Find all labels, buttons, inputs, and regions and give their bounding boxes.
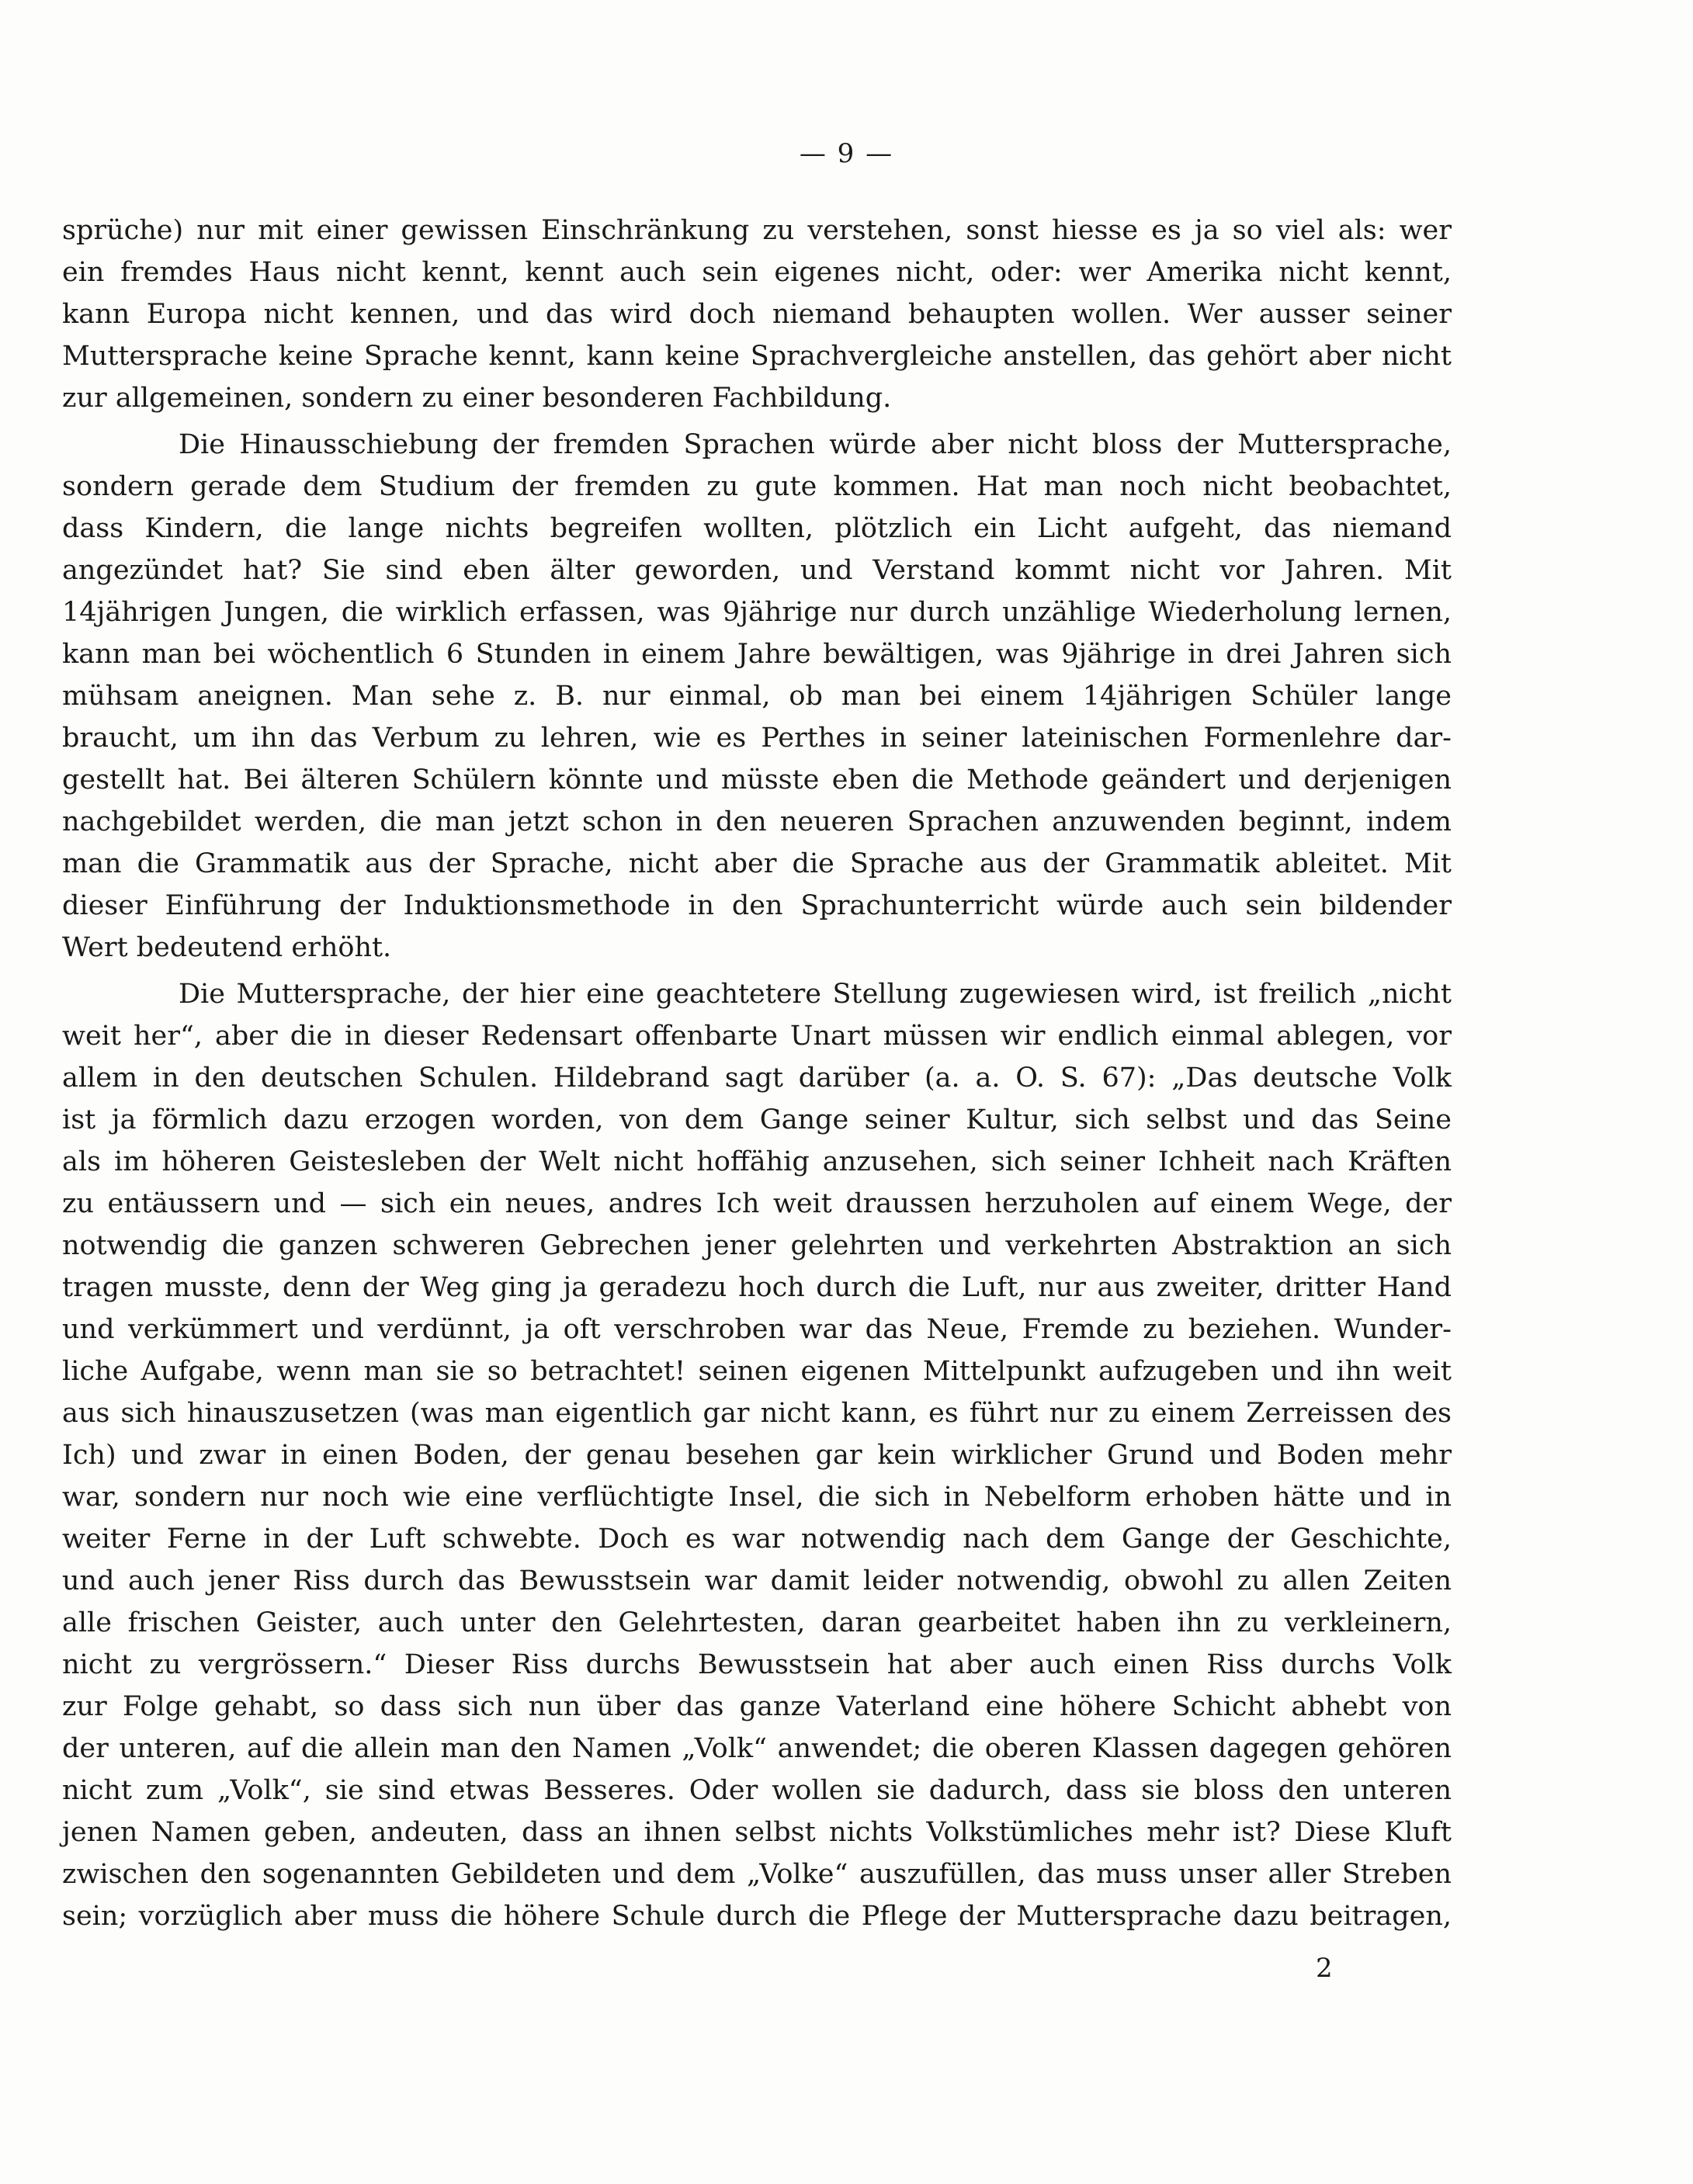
page-header-number: — 9 —	[799, 138, 894, 169]
text-line: Die Muttersprache, der hier eine geachtetere Stellung zugewiesen wird, ist freilich „nicht	[179, 979, 1452, 1010]
text-line: und auch jener Riss durch das Bewusstsein war damit leider notwendig, obwohl zu allen Zeiten	[62, 1565, 1452, 1596]
paragraph-2	[62, 424, 1452, 969]
text-line: Ich) und zwar in einen Boden, der genau besehen gar kein wirklicher Grund und Boden mehr	[62, 1440, 1452, 1471]
text-line: alle frischen Geister, auch unter den Gelehrtesten, daran gearbeitet haben ihn zu verkleinern,	[62, 1607, 1452, 1638]
text-line: angezündet hat? Sie sind eben älter geworden, und Verstand kommt nicht vor Jahren. Mit	[62, 555, 1452, 586]
text-line: notwendig die ganzen schweren Gebrechen jener gelehrten und verkehrten Abstraktion an sich	[62, 1230, 1452, 1261]
text-line: allem in den deutschen Schulen. Hildebrand sagt darüber (a. a. O. S. 67): „Das deutsche Volk	[62, 1063, 1452, 1094]
text-line: man die Grammatik aus der Sprache, nicht aber die Sprache aus der Grammatik ableitet. Mit	[62, 848, 1452, 879]
text-line: weiter Ferne in der Luft schwebte. Doch es war notwendig nach dem Gange der Geschichte,	[62, 1524, 1452, 1555]
text-line: liche Aufgabe, wenn man sie so betrachtet! seinen eigenen Mittelpunkt aufzugeben und ihn weit	[62, 1356, 1452, 1387]
text-line: aus sich hinauszusetzen (was man eigentlich gar nicht kann, es führt nur zu einem Zerreissen des	[62, 1398, 1452, 1429]
text-line: sein; vorzüglich aber muss die höhere Schule durch die Pflege der Muttersprache dazu beitragen,	[62, 1901, 1452, 1932]
body-text	[62, 210, 1452, 1937]
text-line: sondern gerade dem Studium der fremden zu gute kommen. Hat man noch nicht beobachtet,	[62, 471, 1452, 502]
text-line: nicht zu vergrössern.“ Dieser Riss durchs Bewusstsein hat aber auch einen Riss durchs Volk	[62, 1649, 1452, 1680]
paragraph-3	[62, 973, 1452, 1937]
text-line: zur Folge gehabt, so dass sich nun über das ganze Vaterland eine höhere Schicht abhebt von	[62, 1691, 1452, 1722]
text-line: tragen musste, denn der Weg ging ja geradezu hoch durch die Luft, nur aus zweiter, dritter Hand	[62, 1272, 1452, 1303]
text-line: mühsam aneignen. Man sehe z. B. nur einmal, ob man bei einem 14jährigen Schüler lange	[62, 681, 1452, 712]
text-line: dieser Einführung der Induktionsmethode in den Sprachunterricht würde auch sein bildender	[62, 890, 1452, 921]
text-line: jenen Namen geben, andeuten, dass an ihnen selbst nichts Volkstümliches mehr ist? Diese Kluft	[62, 1817, 1452, 1848]
text-line: war, sondern nur noch wie eine verflüchtigte Insel, die sich in Nebelform erhoben hätte und in	[62, 1482, 1452, 1513]
text-line: dass Kindern, die lange nichts begreifen wollten, plötzlich ein Licht aufgeht, das niemand	[62, 513, 1452, 544]
text-line: 14jährigen Jungen, die wirklich erfassen, was 9jährige nur durch unzählige Wiederholung lernen,	[62, 597, 1452, 628]
text-line: kann man bei wöchentlich 6 Stunden in einem Jahre bewältigen, was 9jährige in drei Jahren sich	[62, 639, 1452, 670]
text-line: zu entäussern und — sich ein neues, andres Ich weit draussen herzuholen auf einem Wege, der	[62, 1188, 1452, 1219]
text-line: zwischen den sogenannten Gebildeten und dem „Volke“ auszufüllen, das muss unser aller Streben	[62, 1859, 1452, 1890]
text-line: gestellt hat. Bei älteren Schülern könnte und müsste eben die Methode geändert und derjenigen	[62, 764, 1452, 796]
text-line: Wert bedeutend erhöht.	[62, 932, 392, 963]
text-line: nicht zum „Volk“, sie sind etwas Besseres. Oder wollen sie dadurch, dass sie bloss den unteren	[62, 1775, 1452, 1806]
text-line: Die Hinausschiebung der fremden Sprachen würde aber nicht bloss der Muttersprache,	[179, 429, 1452, 460]
text-line: ein fremdes Haus nicht kennt, kennt auch sein eigenes nicht, oder: wer Amerika nicht kennt,	[62, 257, 1452, 288]
text-line: braucht, um ihn das Verbum zu lehren, wie es Perthes in seiner lateinischen Formenlehre dar-	[62, 723, 1452, 754]
text-line: zur allgemeinen, sondern zu einer besonderen Fachbildung.	[62, 383, 892, 414]
text-line: nachgebildet werden, die man jetzt schon in den neueren Sprachen anzuwenden beginnt, indem	[62, 806, 1452, 837]
text-line: ist ja förmlich dazu erzogen worden, von dem Gange seiner Kultur, sich selbst und das Seine	[62, 1104, 1452, 1135]
text-line: sprüche) nur mit einer gewissen Einschränkung zu verstehen, sonst hiesse es ja so viel als: wer	[62, 215, 1452, 246]
printer-signature-mark: 2	[1316, 1953, 1333, 1984]
text-line: kann Europa nicht kennen, und das wird doch niemand behaupten wollen. Wer ausser seiner	[62, 299, 1452, 330]
text-line: der unteren, auf die allein man den Namen „Volk“ anwendet; die oberen Klassen dagegen gehören	[62, 1733, 1452, 1764]
text-line: weit her“, aber die in dieser Redensart offenbarte Unart müssen wir endlich einmal ablegen, vor	[62, 1021, 1452, 1052]
paragraph-1	[62, 210, 1452, 419]
text-line: als im höheren Geistesleben der Welt nicht hoffähig anzusehen, sich seiner Ichheit nach Kräften	[62, 1146, 1452, 1177]
text-line: Muttersprache keine Sprache kennt, kann keine Sprachvergleiche anstellen, das gehört aber nicht	[62, 341, 1452, 372]
text-line: und verkümmert und verdünnt, ja oft verschroben war das Neue, Fremde zu beziehen. Wunder-	[62, 1314, 1452, 1345]
